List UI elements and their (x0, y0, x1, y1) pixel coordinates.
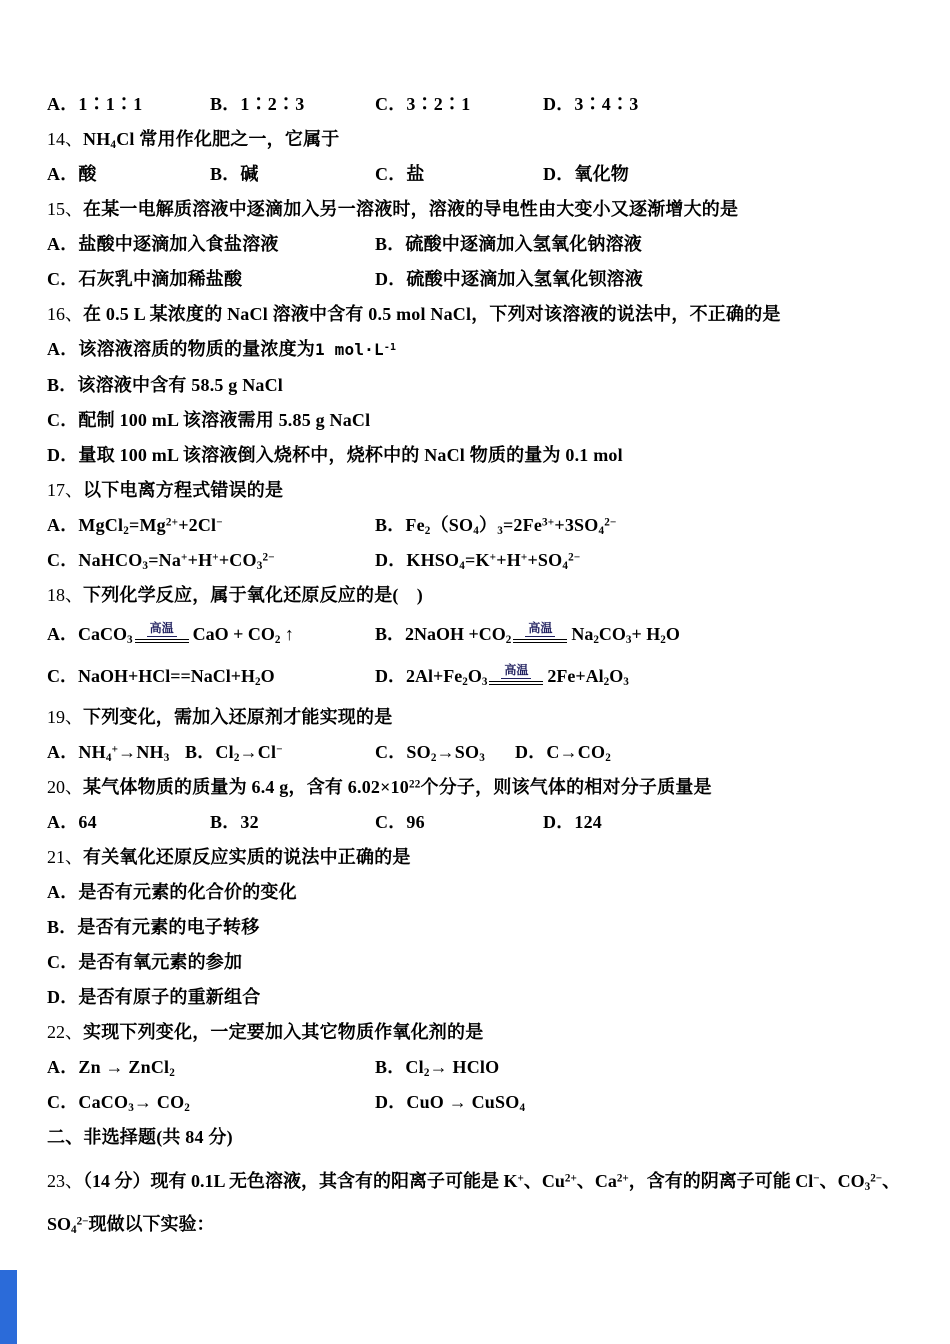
question-17-options-row-1 (47, 513, 913, 537)
option-a: A．1∶1∶1 (47, 94, 143, 114)
option-d: D．氧化物 (543, 164, 629, 184)
question-18-stem (47, 583, 913, 607)
reaction-condition (135, 621, 189, 643)
condition-label: 高温 (525, 621, 555, 637)
option-a: A．$NH_4^+\to NH_3$ (47, 742, 170, 764)
question-20-options-row (47, 810, 913, 834)
option-d: D．CuO → CuSO$_4$ (375, 1092, 526, 1114)
question-number: 17、 (47, 480, 83, 500)
question-15-options-row-1 (47, 232, 913, 256)
question-23-stem (47, 1160, 913, 1246)
question-number: 15、 (47, 199, 83, 219)
option-b: B．1∶2∶3 (210, 94, 305, 114)
question-17-stem (47, 478, 913, 502)
question-number: 19、 (47, 707, 83, 727)
section-2-heading: 二、非选择题(共 84 分) (47, 1127, 233, 1147)
question-number: 16、 (47, 304, 83, 324)
double-line (135, 639, 189, 643)
selection-artifact-bar (0, 1270, 17, 1344)
reaction-condition (513, 621, 567, 643)
option-c: C．3∶2∶1 (375, 94, 471, 114)
question-number: 20、 (47, 777, 83, 797)
option-d (375, 663, 913, 688)
option-d: D．3∶4∶3 (543, 94, 639, 114)
question-14-stem (47, 127, 913, 151)
question-19-stem (47, 705, 913, 729)
question-15-options-row-2 (47, 267, 913, 291)
option-c: C．$NaHCO_3=Na^++H^++CO_3^{2-}$ (47, 550, 275, 572)
option-d: D．124 (543, 812, 602, 832)
stem-text: 下列化学反应，属于氧化还原反应的是( ) (83, 585, 423, 605)
question-number: 18、 (47, 585, 83, 605)
option-d: D．$KHSO_4=K^++H^++SO_4^{2-}$ (375, 550, 581, 572)
option-a: A．盐酸中逐滴加入食盐溶液 (47, 234, 279, 254)
question-21-stem (47, 845, 913, 869)
option-c: C．96 (375, 812, 425, 832)
question-16-option-c: C．配制 100 mL 该溶液需用 5.85 g NaCl (47, 410, 371, 430)
reaction-right: $Na_2CO_3+ H_2O$ (571, 624, 680, 646)
option-b: B．32 (210, 812, 259, 832)
stem-text: 在某一电解质溶液中逐滴加入另一溶液时，溶液的导电性由大变小又逐渐增大的是 (83, 199, 739, 219)
question-21-option-a: A．是否有元素的化合价的变化 (47, 882, 297, 902)
question-19-options-row (47, 740, 913, 764)
reaction-left: A．CaCO$_3$ (47, 624, 133, 646)
question-16-option-b: B．该溶液中含有 58.5 g NaCl (47, 375, 284, 395)
double-line (489, 681, 543, 685)
question-16-stem (47, 302, 913, 326)
question-20-stem (47, 775, 913, 799)
option-d: D．$C\to CO_2$ (515, 742, 611, 764)
option-a (47, 621, 375, 646)
reaction-left: D．$2Al+Fe_2O_3$ (375, 666, 488, 688)
stem-text: 下列变化，需加入还原剂才能实现的是 (83, 707, 393, 727)
condition-label: 高温 (147, 621, 177, 637)
exam-content (47, 92, 913, 1246)
question-16-option-a: A．该溶液溶质的物质的量浓度为1 $mol\cdot L^{-1}$ (47, 339, 397, 359)
option-b: B．$Cl_2\to Cl^-$ (185, 742, 283, 764)
option-b: B．硫酸中逐滴加入氢氧化钠溶液 (375, 234, 643, 254)
stem-text: （14 分）现有 0.1L 无色溶液，其含有的阳离子可能是 K+、$Cu^{2+}$、$Ca^{2+}$，含有的阴离子可能 Cl−、$CO_3^{2-}$、$SO_4^{2-}$现做以下实验： (47, 1171, 901, 1236)
option-c: C．$SO_2\to SO_3$ (375, 742, 485, 764)
question-13-options-row (47, 92, 913, 116)
question-number: 21、 (47, 847, 83, 867)
question-21-option-c: C．是否有氧元素的参加 (47, 952, 243, 972)
stem-text: $NH_4Cl$ 常用作化肥之一，它属于 (83, 129, 340, 151)
option-a: A．64 (47, 812, 97, 832)
option-b (375, 621, 913, 646)
stem-text: 某气体物质的质量为 6.4 g，含有 $6.02\times 10^{22}$个分子，则该气体的相对分子质量是 (83, 777, 712, 797)
question-14-options-row (47, 162, 913, 186)
option-c: C．盐 (375, 164, 425, 184)
option-c: C．石灰乳中滴加稀盐酸 (47, 269, 243, 289)
stem-text: 在 0.5 L 某浓度的 NaCl 溶液中含有 0.5 mol NaCl，下列对该溶液的说法中，不正确的是 (83, 304, 781, 324)
condition-label: 高温 (501, 663, 531, 679)
question-number: 23、 (47, 1171, 83, 1191)
question-21-option-d: D．是否有原子的重新组合 (47, 987, 261, 1007)
option-c: C．CaCO$_3$→ $CO_2$ (47, 1092, 191, 1114)
question-16-option-d: D．量取 100 mL 该溶液倒入烧杯中，烧杯中的 NaCl 物质的量为 0.1 mol (47, 445, 623, 465)
question-number: 14、 (47, 129, 83, 149)
question-22-stem (47, 1020, 913, 1044)
option-d: D．硫酸中逐滴加入氢氧化钡溶液 (375, 269, 643, 289)
question-18-options-row-1 (47, 621, 913, 646)
question-15-stem (47, 197, 913, 221)
question-21-option-b: B．是否有元素的电子转移 (47, 917, 260, 937)
question-17-options-row-2 (47, 548, 913, 572)
question-22-options-row-2 (47, 1090, 913, 1114)
stem-text: 实现下列变化，一定要加入其它物质作氧化剂的是 (83, 1022, 484, 1042)
option-b: B．$Fe_2(SO_4)_3=2Fe^{3+}+3SO_4^{2-}$ (375, 515, 617, 537)
reaction-right: $2Fe+Al_2O_3$ (547, 666, 629, 688)
stem-text: 以下电离方程式错误的是 (83, 480, 284, 500)
reaction-full: C．$NaOH+HCl==NaCl+H_2O$ (47, 666, 275, 688)
question-22-options-row-1 (47, 1055, 913, 1079)
reaction-condition (489, 663, 543, 685)
option-a: A．Zn → ZnCl$_2$ (47, 1057, 176, 1079)
option-a: A．酸 (47, 164, 97, 184)
reaction-left: B．2NaOH $+CO_2$ (375, 624, 512, 646)
option-a: A．$MgCl_2=Mg^{2+}+2Cl^-$ (47, 515, 223, 537)
double-line (513, 639, 567, 643)
question-number: 22、 (47, 1022, 83, 1042)
option-b: B．碱 (210, 164, 259, 184)
question-18-options-row-2 (47, 663, 913, 688)
reaction-right: CaO + $CO_2$ ↑ (192, 624, 294, 646)
option-c (47, 663, 375, 688)
option-b: B．$Cl_2\to$ HClO (375, 1057, 500, 1079)
stem-text: 有关氧化还原反应实质的说法中正确的是 (83, 847, 411, 867)
